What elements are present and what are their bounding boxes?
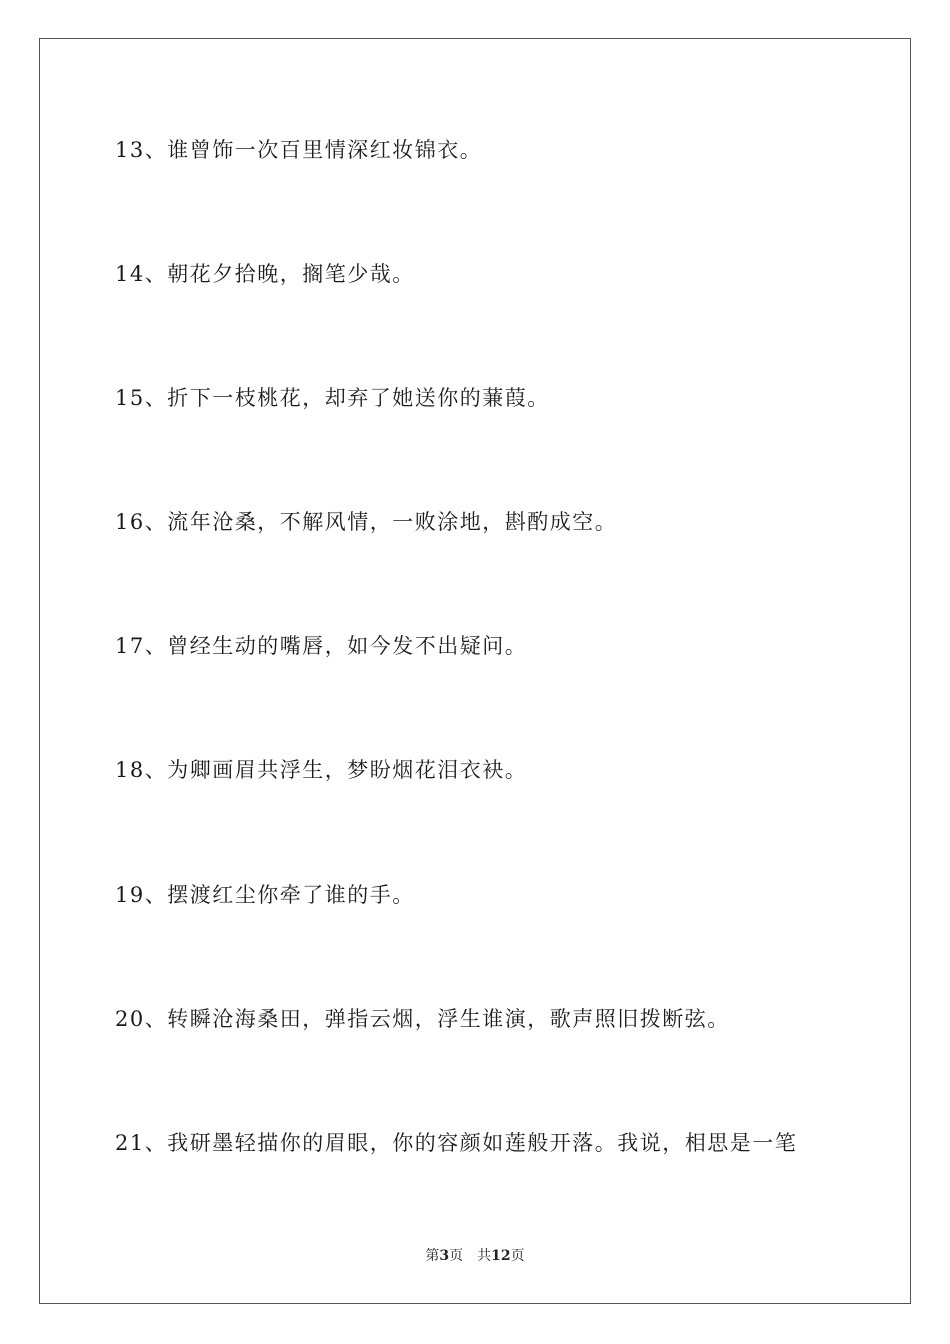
list-item bbox=[115, 259, 415, 289]
entry-text: 折下一枝桃花，却弃了她送你的蒹葭。 bbox=[167, 386, 550, 410]
list-item bbox=[115, 383, 550, 413]
entry-separator: 、 bbox=[144, 262, 168, 286]
entry-number: 20 bbox=[115, 1007, 145, 1031]
entry-text: 摆渡红尘你牵了谁的手。 bbox=[167, 883, 415, 907]
list-item bbox=[115, 880, 415, 910]
entry-number: 16 bbox=[115, 510, 145, 534]
entry-separator: 、 bbox=[144, 510, 168, 534]
entry-text: 流年沧桑，不解风情，一败涂地，斟酌成空。 bbox=[167, 510, 618, 534]
entry-separator: 、 bbox=[144, 1007, 168, 1031]
entry-number: 21 bbox=[115, 1131, 145, 1155]
entry-text: 我研墨轻描你的眉眼，你的容颜如莲般开落。我说，相思是一笔 bbox=[167, 1131, 798, 1155]
footer-prefix: 第 bbox=[425, 1248, 440, 1264]
list-item bbox=[115, 631, 527, 661]
list-item bbox=[115, 1004, 730, 1034]
entry-separator: 、 bbox=[144, 138, 168, 162]
entry-number: 18 bbox=[115, 758, 145, 782]
footer-page-suffix: 页 bbox=[449, 1248, 464, 1264]
entry-separator: 、 bbox=[144, 883, 168, 907]
page-frame bbox=[39, 38, 911, 1304]
page-number: 3 bbox=[439, 1248, 450, 1264]
entry-number: 14 bbox=[115, 262, 145, 286]
total-pages: 12 bbox=[491, 1248, 511, 1264]
entry-text: 朝花夕拾晚，搁笔少哉。 bbox=[167, 262, 415, 286]
entry-text: 转瞬沧海桑田，弹指云烟，浮生谁演，歌声照旧拨断弦。 bbox=[167, 1007, 730, 1031]
entry-text: 曾经生动的嘴唇，如今发不出疑问。 bbox=[167, 634, 528, 658]
entry-number: 13 bbox=[115, 138, 145, 162]
entry-number: 15 bbox=[115, 386, 145, 410]
footer-total-suffix: 页 bbox=[510, 1248, 525, 1264]
page-footer bbox=[0, 1246, 950, 1266]
entry-separator: 、 bbox=[144, 634, 168, 658]
list-item bbox=[115, 755, 527, 785]
entry-number: 19 bbox=[115, 883, 145, 907]
list-item bbox=[115, 135, 482, 165]
entry-number: 17 bbox=[115, 634, 145, 658]
entry-separator: 、 bbox=[144, 1131, 168, 1155]
entry-separator: 、 bbox=[144, 758, 168, 782]
footer-total-prefix: 共 bbox=[477, 1248, 492, 1264]
entry-separator: 、 bbox=[144, 386, 168, 410]
list-item bbox=[115, 507, 617, 537]
list-item bbox=[115, 1128, 797, 1158]
entry-text: 为卿画眉共浮生，梦盼烟花泪衣袂。 bbox=[167, 758, 528, 782]
entry-text: 谁曾饰一次百里情深红妆锦衣。 bbox=[167, 138, 483, 162]
